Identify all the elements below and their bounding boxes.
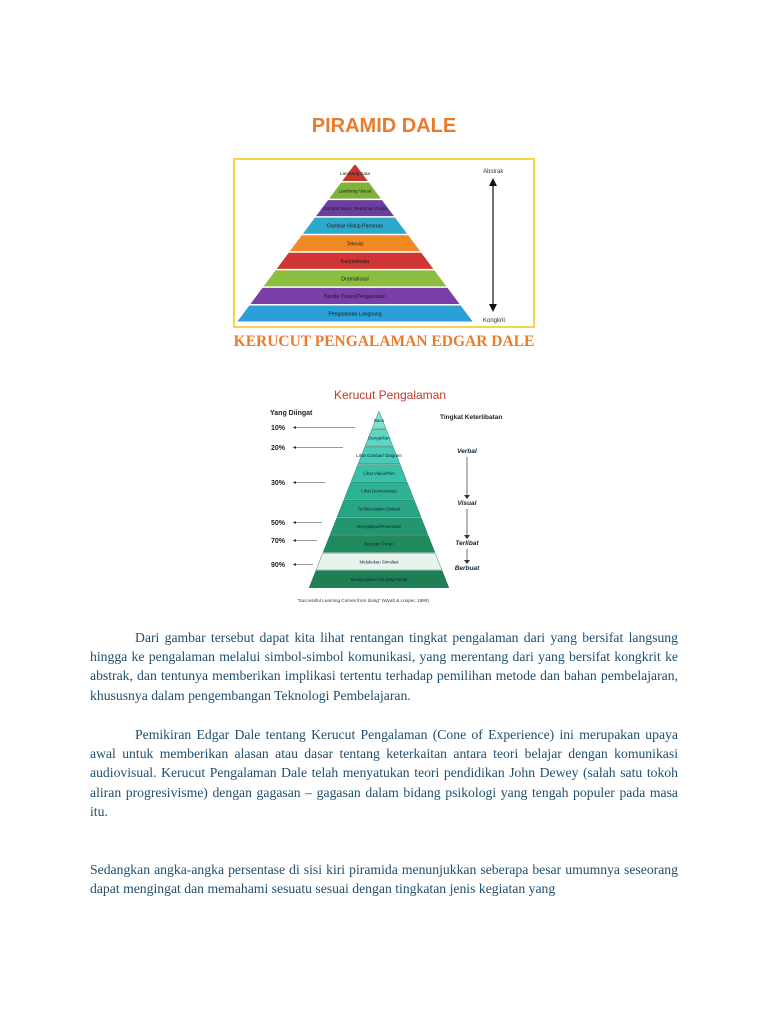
section-subtitle: KERUCUT PENGALAMAN EDGAR DALE — [233, 333, 535, 350]
page-title: PIRAMID DALE — [311, 115, 457, 137]
abstract-label: Abstrak — [483, 169, 504, 175]
cone-svg — [265, 385, 515, 607]
paragraph-3: Sedangkan angka-angka persentase di sisi kiri piramida menunjukkan seberapa besar umumnya seseorang dapat mengingat dan memahami sesuatu sesuai dengan tingkatan jenis kegiatan yang — [90, 862, 678, 897]
percent-label: 50% — [271, 520, 286, 527]
cone-level-label: Lihat Video/Film — [363, 470, 395, 476]
remembered-header: Yang Diingat — [270, 410, 313, 417]
arrow-down-icon — [464, 535, 470, 539]
arrow-down-icon — [464, 560, 470, 564]
arrow-left-icon — [293, 446, 296, 449]
pyramid-level-label: Dramatisasi — [341, 276, 369, 283]
pyramid-level-label: Benda Tiruan/Pengamatan — [324, 293, 386, 300]
cone-level-label: Lihat Demonstrasi — [361, 488, 397, 494]
arrow-up-icon — [489, 178, 497, 186]
pyramid-level-label: Karyawisata — [340, 258, 370, 265]
cone-level-label: Terlibat dalam Diskusi — [357, 506, 401, 512]
percent-label: 90% — [271, 562, 286, 569]
pyramid-level-label: Pengalaman Langsung — [328, 311, 382, 318]
cone-level-label: Baca — [373, 417, 385, 423]
involvement-header: Tingkat Keterlibatan — [440, 414, 503, 421]
percent-label: 10% — [271, 425, 286, 432]
arrow-left-icon — [293, 481, 296, 484]
arrow-left-icon — [293, 563, 296, 566]
involvement-label: Terlibat — [455, 540, 479, 547]
involvement-label: Visual — [457, 500, 477, 507]
cone-level-label: Bermain Peran — [364, 541, 394, 547]
cone-source: "Successful Learning Comes from doing" (Wyatt & Looper, 1999) — [297, 598, 429, 603]
paragraph-1: Dari gambar tersebut dapat kita lihat rentangan tingkat pengalaman dari yang bersifat langsung hingga ke pengalaman melalui simbol-simbol komunikasi, yang merentang dari yang bersifat kongkrit ke abstrak, dan tentunya memberikan implikasi tertentu terhadap pemilihan metode dan bahan pembelajaran, khususnya dalam pengembangan Teknologi Pembelajaran. — [90, 630, 678, 703]
arrow-left-icon — [293, 521, 296, 524]
cone-title: Kerucut Pengalaman — [333, 388, 447, 402]
cone-level-label: Melakukan Simulasi — [359, 559, 399, 565]
pyramid-level-label: Gambar Diam, Rekaman Radio — [322, 206, 388, 212]
cone-level-label: Menyajikan/Presentasi — [356, 523, 402, 529]
arrow-left-icon — [293, 539, 296, 542]
cone-level-label: Dengarkan — [368, 435, 390, 441]
involvement-label: Verbal — [457, 448, 477, 455]
arrow-left-icon — [293, 426, 296, 429]
percent-label: 30% — [271, 480, 286, 487]
cone-level-label: Lihat Gambar/ Diagram — [356, 453, 402, 459]
pyramid-level-label: Televisi — [346, 241, 364, 248]
pyramid-level-label: Gambar Hidup Pameran — [326, 223, 384, 230]
percent-label: 20% — [271, 445, 286, 452]
dale-pyramid-svg — [235, 160, 533, 326]
arrow-down-icon — [464, 495, 470, 499]
percent-label: 70% — [271, 538, 286, 545]
cone-of-experience-figure — [265, 385, 515, 607]
paragraph-2: Pemikiran Edgar Dale tentang Kerucut Pengalaman (Cone of Experience) ini merupakan upaya awal untuk memberikan alasan atau dasar tentang keterkaitan antara teori belajar dengan komunikasi audiovisual. Kerucut Pengalaman Dale telah menyatukan teori pendidikan John Dewey (salah satu tokoh aliran progresivisme) dengan gagasan – gagasan dalam bidang psikologi yang tengah populer pada masa itu. — [90, 727, 678, 819]
cone-level-label: Mengerjakan Hal yang Nyata — [350, 577, 408, 583]
pyramid-level-label: Lambang Kata — [340, 171, 370, 177]
concrete-label: Kongkrit — [483, 318, 506, 324]
dale-pyramid-figure — [233, 158, 535, 328]
pyramid-level-label: Lambang Visual — [338, 188, 372, 194]
arrow-down-icon — [489, 304, 497, 312]
involvement-label: Berbuat — [454, 565, 480, 572]
